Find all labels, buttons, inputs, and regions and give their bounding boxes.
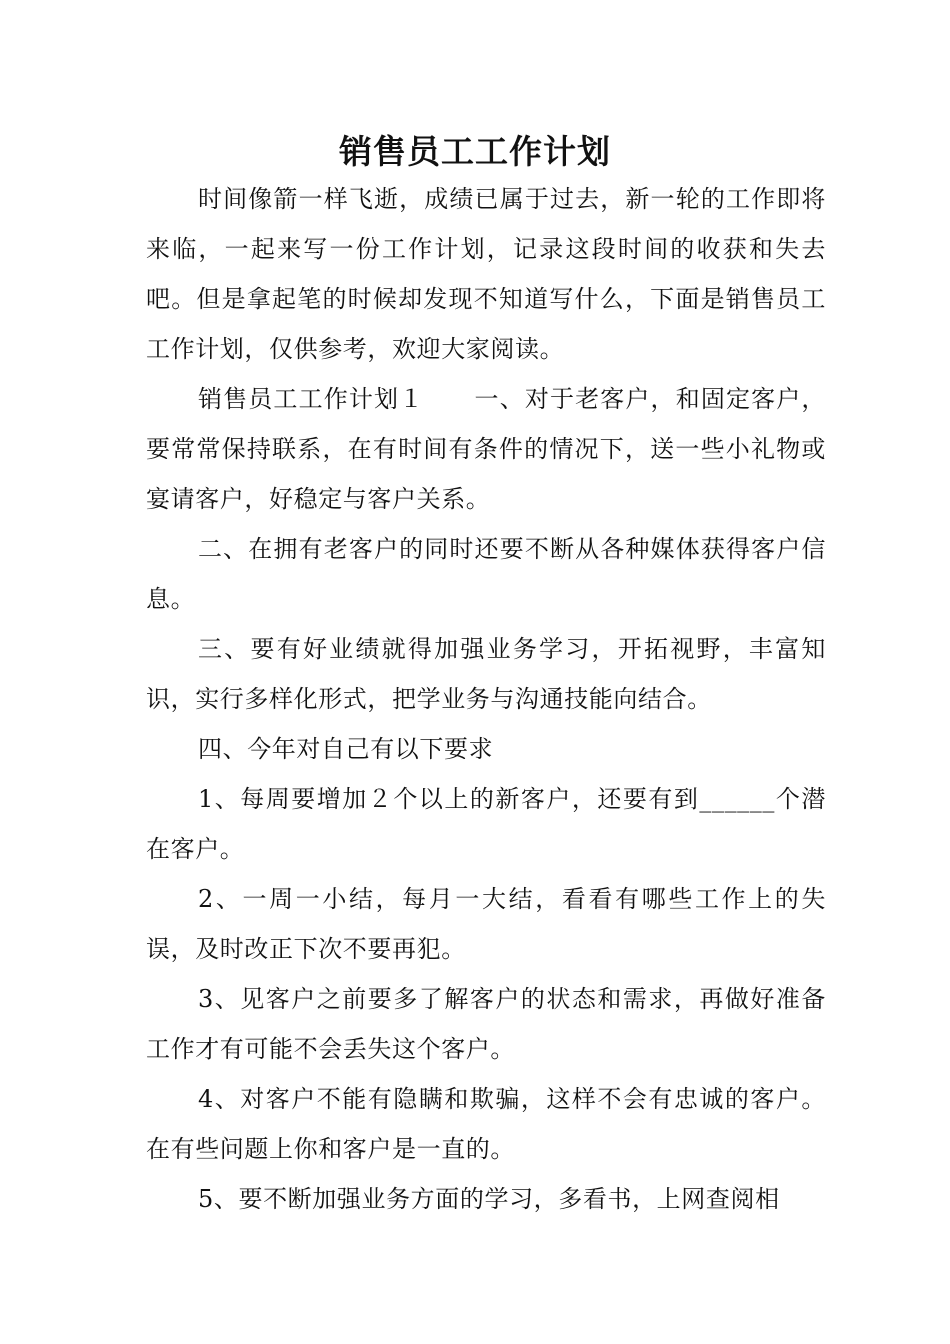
paragraph-req-3: 3、见客户之前要多了解客户的状态和需求，再做好准备工作才有可能不会丢失这个客户。	[146, 985, 826, 1063]
paragraph-intro: 时间像箭一样飞逝，成绩已属于过去，新一轮的工作即将来临，一起来写一份工作计划，记录这段时间的收获和失去吧。但是拿起笔的时候却发现不知道写什么，下面是销售员工工作计划，仅供参考，欢迎大家阅读。	[146, 185, 826, 363]
paragraph-req-5: 5、要不断加强业务方面的学习，多看书，上网查阅相	[198, 1185, 780, 1213]
paragraph-req-2: 2、一周一小结，每月一大结，看看有哪些工作上的失误，及时改正下次不要再犯。	[146, 885, 826, 963]
paragraph-point-3: 三、要有好业绩就得加强业务学习，开拓视野，丰富知识，实行多样化形式，把学业务与沟通技能向结合。	[146, 635, 826, 713]
paragraph-point-2: 二、在拥有老客户的同时还要不断从各种媒体获得客户信息。	[146, 535, 826, 613]
document-body	[146, 174, 826, 1224]
paragraph-plan-1: 销售员工工作计划１ 一、对于老客户，和固定客户，要常常保持联系，在有时间有条件的情况下，送一些小礼物或宴请客户，好稳定与客户关系。	[146, 385, 826, 513]
paragraph-req-1: 1、每周要增加２个以上的新客户，还要有到______个潜在客户。	[146, 785, 826, 863]
paragraph-req-4: 4、对客户不能有隐瞒和欺骗，这样不会有忠诚的客户。在有些问题上你和客户是一直的。	[146, 1085, 826, 1163]
document-title: 销售员工工作计划	[339, 132, 611, 171]
paragraph-point-4: 四、今年对自己有以下要求	[198, 735, 494, 763]
